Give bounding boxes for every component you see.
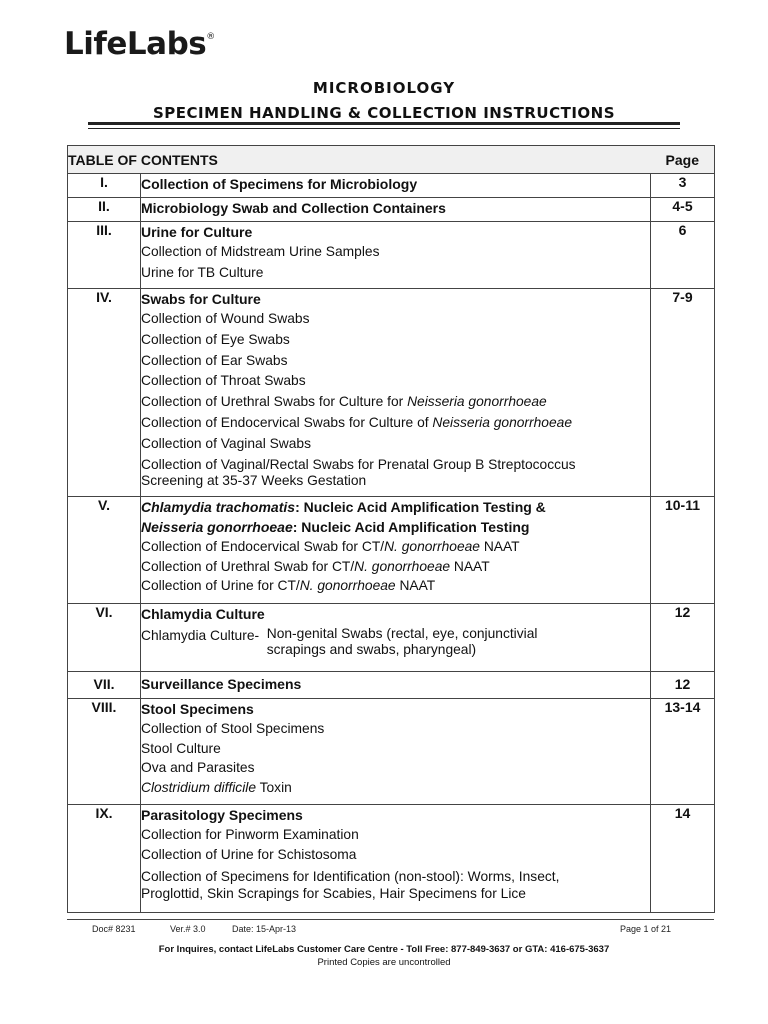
- date: Date: 15-Apr-13: [232, 924, 297, 934]
- toc-subitem: [141, 557, 650, 577]
- section-title: Urine for Culture: [141, 224, 253, 240]
- toc-row: [68, 222, 715, 289]
- subitem-text: Collection of Endocervical Swab for CT/: [141, 539, 385, 554]
- subitem-line: Screening at 35-37 Weeks Gestation: [141, 472, 367, 488]
- toc-header-row: [68, 146, 715, 174]
- subitem-text: Collection of Urethral Swab for CT/: [141, 558, 355, 574]
- section-number: II.: [68, 198, 141, 222]
- section-title: Microbiology Swab and Collection Containers: [141, 200, 446, 216]
- section-page: 13-14: [651, 699, 715, 805]
- lifelabs-logo: [64, 26, 215, 62]
- toc-subitem: Collection of Stool Specimens: [141, 721, 325, 736]
- subitem-line: Collection of Specimens for Identification (non-stool): Worms, Insect,: [141, 869, 560, 884]
- section-number: I.: [68, 174, 141, 198]
- subitem-line: scrapings and swabs, pharyngeal): [266, 642, 477, 657]
- subitem-text: Collection of Urine for CT/: [141, 578, 300, 593]
- toc-subitem: Collection of Urine for Schistosoma: [141, 846, 357, 862]
- toc-row: [68, 805, 715, 913]
- subitem-text: NAAT: [479, 539, 520, 554]
- version: Ver.# 3.0: [170, 924, 206, 934]
- section-number: VIII.: [68, 699, 141, 805]
- section-page: 12: [651, 604, 715, 672]
- toc-subitem: [141, 864, 650, 902]
- title-text: : Nucleic Acid Amplification Testing &: [295, 499, 546, 515]
- toc-subitem: [141, 537, 650, 557]
- organism-name: Neisseria gonorrhoeae: [407, 394, 547, 410]
- toc-subitem: [141, 624, 650, 658]
- section-page: 14: [651, 805, 715, 913]
- toc-subitem: [141, 392, 650, 413]
- subitem-text: Toxin: [256, 779, 292, 795]
- organism-name: N. gonorrhoeae: [299, 578, 396, 593]
- section-number: VII.: [68, 672, 141, 699]
- toc-row: [68, 604, 715, 672]
- toc-row: [68, 174, 715, 198]
- subitem-line: Collection of Vaginal/Rectal Swabs for Prenatal Group B Streptococcus: [141, 456, 576, 472]
- subitem-text: NAAT: [395, 578, 436, 593]
- toc-subitem: Ova and Parasites: [141, 760, 255, 775]
- section-title: Surveillance Specimens: [141, 676, 302, 692]
- title-text: : Nucleic Acid Amplification Testing: [292, 519, 530, 535]
- section-page: 12: [651, 672, 715, 699]
- toc-subitem: Stool Culture: [141, 740, 221, 756]
- doc-number: Doc# 8231: [92, 924, 136, 934]
- toc-row: [68, 672, 715, 699]
- title-rule-thick: [88, 122, 680, 125]
- document-title: [0, 77, 768, 125]
- footer-rule: [67, 919, 714, 920]
- toc-subitem: Collection of Throat Swabs: [141, 373, 306, 389]
- toc-subitem: Collection of Vaginal Swabs: [141, 435, 312, 451]
- organism-name: Neisseria gonorrhoeae: [432, 414, 572, 430]
- printed-copies-notice: Printed Copies are uncontrolled: [317, 957, 451, 968]
- title-line-1: MICROBIOLOGY: [312, 79, 456, 97]
- toc-subitem: Collection of Ear Swabs: [141, 352, 288, 368]
- toc-header-title: TABLE OF CONTENTS: [68, 146, 651, 174]
- section-title: [141, 517, 650, 537]
- section-title: Chlamydia Culture: [141, 606, 265, 622]
- toc-header-page: Page: [651, 146, 715, 174]
- section-page: 4-5: [651, 198, 715, 222]
- organism-name: Clostridium difficile: [141, 779, 257, 795]
- subitem-line: Proglottid, Skin Scrapings for Scabies, Hair Specimens for Lice: [141, 886, 526, 901]
- toc-subitem: Collection for Pinworm Examination: [141, 827, 359, 842]
- registered-mark: ®: [206, 32, 215, 42]
- organism-name: N. gonorrhoeae: [384, 539, 480, 554]
- toc-row: [68, 699, 715, 805]
- subitem-line: Non-genital Swabs (rectal, eye, conjunctivial: [266, 626, 538, 641]
- toc-row: [68, 289, 715, 497]
- organism-name: N. gonorrhoeae: [354, 558, 451, 574]
- section-title: Parasitology Specimens: [141, 807, 303, 823]
- toc-subitem: [141, 455, 650, 489]
- table-of-contents: [67, 145, 715, 913]
- toc-subitem: [141, 778, 650, 798]
- organism-name: Neisseria gonorrhoeae: [141, 519, 293, 535]
- page-number: Page 1 of 21: [620, 924, 672, 934]
- subitem-text: NAAT: [450, 558, 490, 574]
- section-number: IV.: [68, 289, 141, 497]
- section-page: 3: [651, 174, 715, 198]
- toc-subitem: Collection of Wound Swabs: [141, 311, 310, 326]
- organism-name: Chlamydia trachomatis: [141, 499, 296, 515]
- contact-info: For Inquires, contact LifeLabs Customer Care Centre - Toll Free: 877-849-3637 or GTA: 416-675-3637: [158, 944, 610, 955]
- subitem-lead: Chlamydia Culture-: [141, 628, 267, 643]
- toc-subitem: Collection of Eye Swabs: [141, 331, 290, 347]
- section-number: VI.: [68, 604, 141, 672]
- title-rule-thin: [88, 128, 680, 129]
- section-number: V.: [68, 497, 141, 604]
- toc-row: [68, 198, 715, 222]
- section-title: Swabs for Culture: [141, 291, 261, 307]
- toc-row: [68, 497, 715, 604]
- toc-subitem: [141, 413, 650, 434]
- toc-subitem: [141, 576, 650, 596]
- section-title: Collection of Specimens for Microbiology: [141, 176, 418, 192]
- toc-subitem: Collection of Midstream Urine Samples: [141, 244, 380, 259]
- subitem-text: Collection of Urethral Swabs for Culture for: [141, 394, 408, 410]
- section-number: III.: [68, 222, 141, 289]
- section-title: [141, 497, 650, 517]
- section-page: 10-11: [651, 497, 715, 604]
- subitem-text: Collection of Endocervical Swabs for Culture of: [141, 414, 433, 430]
- section-number: IX.: [68, 805, 141, 913]
- section-title: Stool Specimens: [141, 701, 254, 717]
- logo-text: LifeLabs: [64, 26, 207, 62]
- toc-subitem: Urine for TB Culture: [141, 264, 264, 280]
- title-line-2: SPECIMEN HANDLING & COLLECTION INSTRUCTIONS: [152, 104, 616, 122]
- section-page: 7-9: [651, 289, 715, 497]
- section-page: 6: [651, 222, 715, 289]
